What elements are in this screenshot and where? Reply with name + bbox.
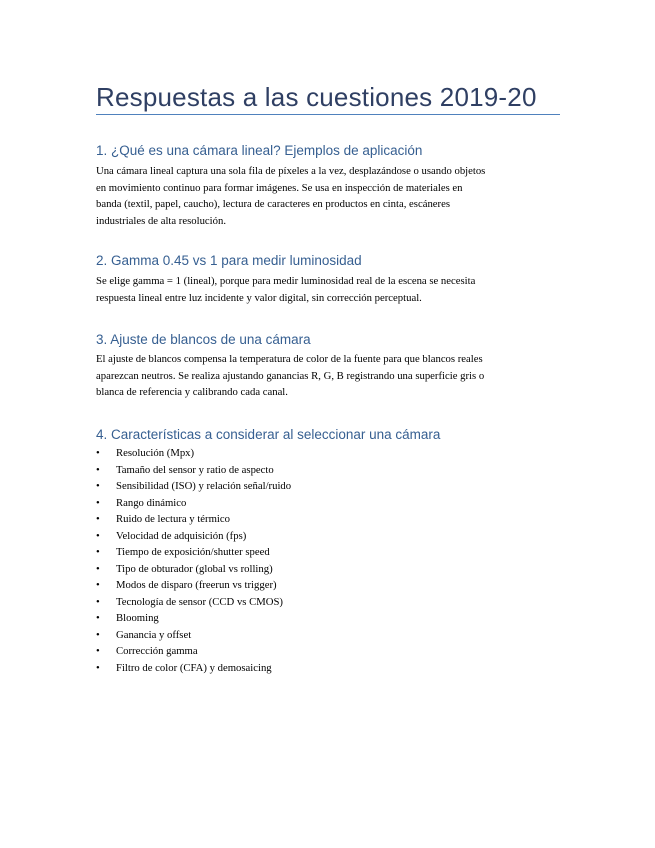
list-item-text: Ganancia y offset <box>116 628 192 641</box>
bullet-icon: • <box>96 628 100 641</box>
section-2-heading: 2. Gamma 0.45 vs 1 para medir luminosidad <box>96 253 362 268</box>
list-item-text: Velocidad de adquisición (fps) <box>116 529 247 542</box>
list-item-text: Tipo de obturador (global vs rolling) <box>116 562 273 575</box>
list-item-text: Blooming <box>116 612 159 624</box>
bullet-icon: • <box>96 612 100 624</box>
list-item-text: Modos de disparo (freerun vs trigger) <box>116 579 277 591</box>
list-item <box>96 445 291 462</box>
bullet-icon: • <box>96 562 100 575</box>
camera-features-list <box>96 445 291 676</box>
bullet-icon: • <box>96 447 100 459</box>
section-2-line: Se elige gamma = 1 (lineal), porque para medir luminosidad real de la escena se necesita <box>96 275 476 287</box>
section-4-heading: 4. Características a considerar al seleccionar una cámara <box>96 427 441 442</box>
list-item <box>96 462 291 479</box>
list-item-text: Tamaño del sensor y ratio de aspecto <box>116 463 274 476</box>
section-1-body <box>96 163 560 229</box>
section-3-body <box>96 351 560 401</box>
list-item <box>96 561 291 578</box>
list-item <box>96 643 291 660</box>
bullet-icon: • <box>96 579 100 591</box>
bullet-icon: • <box>96 645 100 657</box>
bullet-icon: • <box>96 480 100 492</box>
section-3-line: El ajuste de blancos compensa la temperatura de color de la fuente para que blancos reales <box>96 353 483 365</box>
bullet-icon: • <box>96 595 100 608</box>
bullet-icon: • <box>96 513 100 525</box>
list-item <box>96 528 291 545</box>
section-2-line: respuesta lineal entre luz incidente y valor digital, sin corrección perceptual. <box>96 291 422 304</box>
bullet-icon: • <box>96 529 100 542</box>
list-item-text: Sensibilidad (ISO) y relación señal/ruido <box>116 480 292 492</box>
section-1-line: banda (textil, papel, caucho), lectura de caracteres en productos en cinta, escáneres <box>96 198 450 210</box>
list-item-text: Resolución (Mpx) <box>116 447 195 459</box>
section-3-line: aparezcan neutros. Se realiza ajustando ganancias R, G, B registrando una superficie gris o <box>96 369 485 382</box>
list-item-text: Rango dinámico <box>116 496 187 509</box>
bullet-icon: • <box>96 463 100 476</box>
bullet-icon: • <box>96 496 100 509</box>
section-1-line: Una cámara lineal captura una sola fila de píxeles a la vez, desplazándose o usando objetos <box>96 165 486 177</box>
list-item <box>96 511 291 528</box>
list-item-text: Tiempo de exposición/shutter speed <box>116 546 270 558</box>
list-item-text: Ruido de lectura y térmico <box>116 513 230 525</box>
list-item <box>96 495 291 512</box>
list-item <box>96 610 291 627</box>
list-item <box>96 544 291 561</box>
list-item <box>96 577 291 594</box>
list-item <box>96 594 291 611</box>
list-item-text: Corrección gamma <box>116 645 198 657</box>
section-1-line: industriales de alta resolución. <box>96 214 226 227</box>
list-item-text: Tecnología de sensor (CCD vs CMOS) <box>116 595 283 608</box>
list-item <box>96 627 291 644</box>
section-2-body <box>96 273 560 306</box>
list-item <box>96 478 291 495</box>
list-item-text: Filtro de color (CFA) y demosaicing <box>116 661 272 674</box>
section-1-line: en movimiento continuo para formar imágenes. Se usa en inspección de materiales en <box>96 181 463 194</box>
section-3-heading: 3. Ajuste de blancos de una cámara <box>96 332 311 347</box>
bullet-icon: • <box>96 546 100 558</box>
section-3-line: blanca de referencia y calibrando cada canal. <box>96 386 288 398</box>
list-item <box>96 660 291 677</box>
title-underline <box>96 114 560 115</box>
bullet-icon: • <box>96 661 100 674</box>
page-title: Respuestas a las cuestiones 2019-20 <box>96 82 537 112</box>
section-1-heading: 1. ¿Qué es una cámara lineal? Ejemplos de aplicación <box>96 143 423 158</box>
